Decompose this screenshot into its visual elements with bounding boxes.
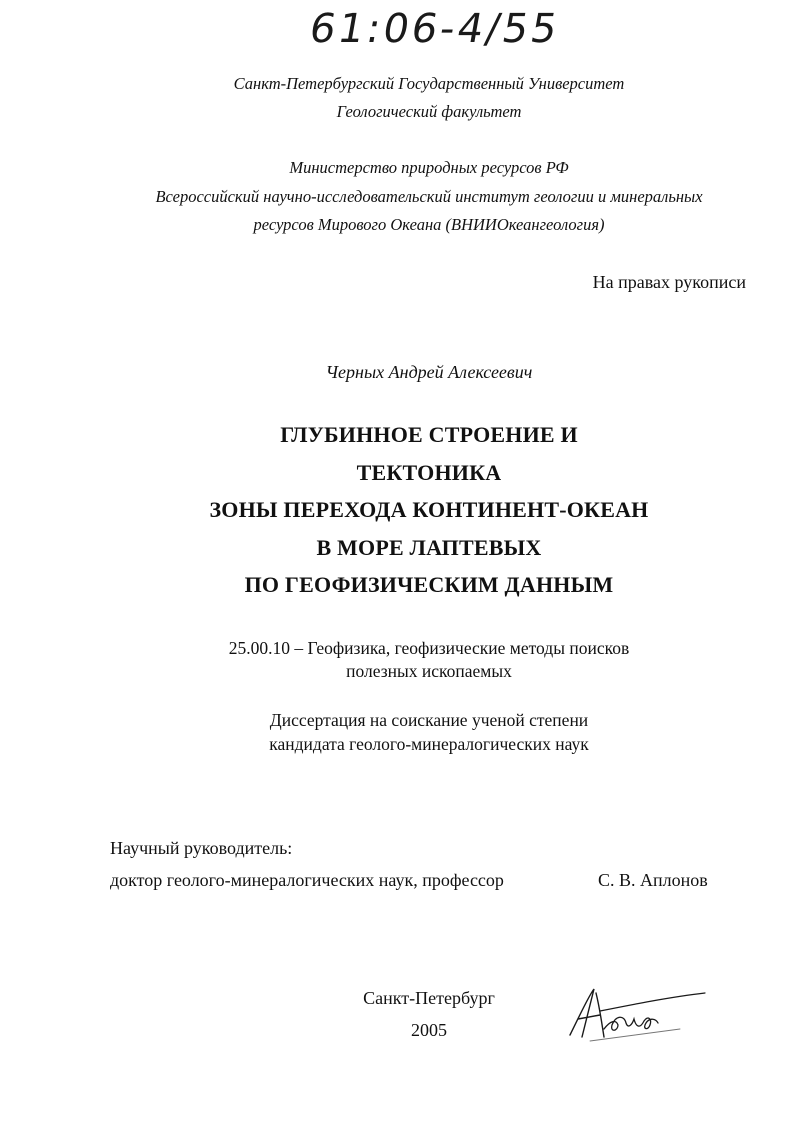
faculty-name: Геологический факультет bbox=[336, 102, 522, 121]
archive-stamp: 61:06-4/55 bbox=[305, 6, 564, 52]
dissertation-line-2: кандидата геолого-минералогических наук bbox=[269, 734, 589, 754]
supervisor-label: Научный руководитель: bbox=[110, 838, 293, 858]
supervisor-name: С. В. Аплонов bbox=[598, 870, 708, 890]
title-line-2: ТЕКТОНИКА bbox=[356, 460, 502, 485]
author-name: Черных Андрей Алексеевич bbox=[325, 362, 533, 382]
rights-note: На правах рукописи bbox=[592, 272, 746, 292]
dissertation-line-1: Диссертация на соискание ученой степени bbox=[269, 710, 589, 730]
specialty-line-1: 25.00.10 – Геофизика, геофизические методы поисков bbox=[228, 638, 630, 658]
specialty-line-2: полезных ископаемых bbox=[346, 661, 512, 681]
title-line-3: ЗОНЫ ПЕРЕХОДА КОНТИНЕНТ-ОКЕАН bbox=[209, 497, 649, 522]
institute-line-2: ресурсов Мирового Океана (ВНИИОкеангеология) bbox=[253, 215, 605, 234]
title-line-4: В МОРЕ ЛАПТЕВЫХ bbox=[316, 535, 542, 560]
university-name: Санкт-Петербургский Государственный Университет bbox=[233, 74, 625, 93]
institute-line-1: Всероссийский научно-исследовательский институт геологии и минеральных bbox=[155, 187, 703, 206]
ministry-name: Министерство природных ресурсов РФ bbox=[289, 158, 569, 177]
author-signature bbox=[560, 985, 710, 1045]
supervisor-title: доктор геолого-минералогических наук, профессор bbox=[110, 870, 504, 890]
title-line-1: ГЛУБИННОЕ СТРОЕНИЕ И bbox=[280, 422, 578, 447]
year: 2005 bbox=[411, 1020, 447, 1040]
title-line-5: ПО ГЕОФИЗИЧЕСКИМ ДАННЫМ bbox=[244, 572, 614, 597]
city: Санкт-Петербург bbox=[363, 988, 495, 1008]
